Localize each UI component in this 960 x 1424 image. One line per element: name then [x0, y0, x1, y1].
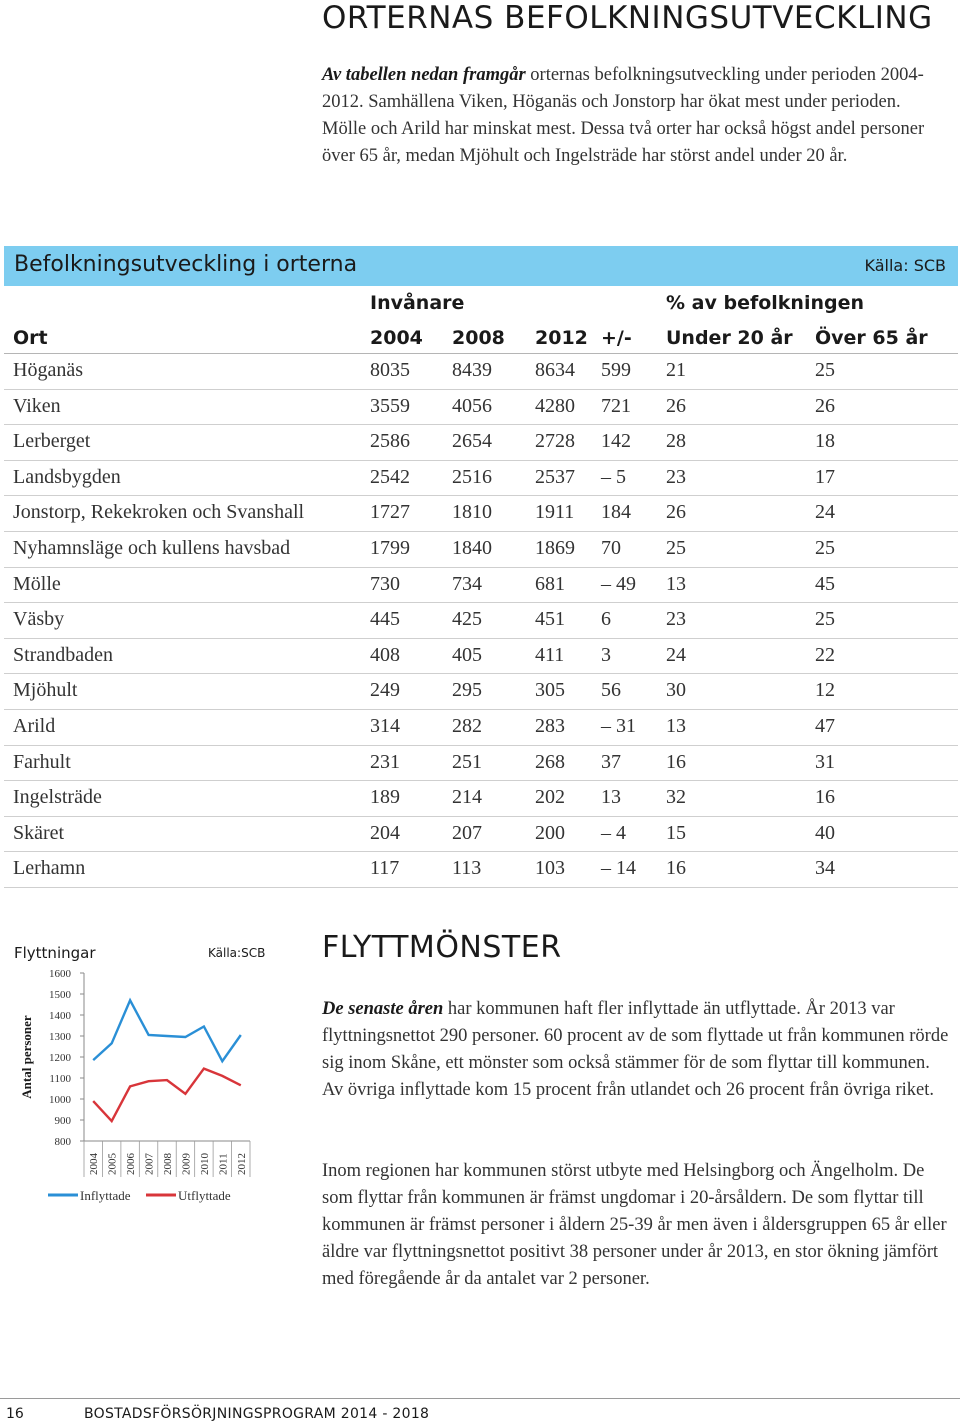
- table-row: [4, 425, 958, 461]
- cell-2012: 268: [535, 750, 565, 773]
- page-title: ORTERNAS BEFOLKNINGSUTVECKLING: [322, 0, 933, 36]
- cell-under20: 26: [666, 501, 686, 524]
- cell-2004: 249: [370, 679, 400, 702]
- cell-2008: 425: [452, 608, 482, 631]
- cell-2004: 408: [370, 643, 400, 666]
- x-tick-label: 2005: [106, 1153, 119, 1175]
- chart-source: Källa:SCB: [208, 946, 266, 960]
- cell-ort: Höganäs: [13, 359, 83, 381]
- migration-chart-svg: [4, 940, 270, 1210]
- cell-2004: 2542: [370, 465, 410, 488]
- cell-2008: 1810: [452, 501, 492, 524]
- cell-over65: 17: [815, 465, 835, 488]
- cell-2012: 2537: [535, 465, 575, 488]
- header-2008: 2008: [452, 327, 505, 349]
- cell-diff: 6: [601, 608, 611, 631]
- cell-2012: 1869: [535, 536, 575, 559]
- cell-2012: 1911: [535, 501, 575, 524]
- cell-2008: 8439: [452, 359, 492, 381]
- section-title: FLYTTMÖNSTER: [322, 930, 562, 965]
- cell-over65: 16: [815, 786, 835, 809]
- table-row: [4, 852, 958, 888]
- cell-diff: 70: [601, 536, 621, 559]
- y-tick-label: 1500: [49, 989, 71, 1001]
- cell-diff: 56: [601, 679, 621, 702]
- cell-2004: 2586: [370, 430, 410, 453]
- table-source: Källa: SCB: [864, 256, 946, 275]
- cell-2012: 681: [535, 572, 565, 595]
- cell-over65: 31: [815, 750, 835, 773]
- header-ort: Ort: [13, 327, 48, 349]
- x-tick-label: 2008: [162, 1153, 174, 1175]
- cell-diff: 13: [601, 786, 621, 809]
- table-row: [4, 817, 958, 853]
- cell-under20: 30: [666, 679, 686, 702]
- series-line-inflyttade: [93, 1000, 241, 1061]
- cell-diff: 184: [601, 501, 631, 524]
- cell-under20: 21: [666, 359, 686, 381]
- table-row: [4, 639, 958, 675]
- cell-ort: Skäret: [13, 821, 65, 844]
- migration-chart: [4, 940, 270, 1210]
- header-over65: Över 65 år: [815, 327, 928, 349]
- x-tick-label: 2006: [125, 1153, 138, 1175]
- cell-diff: – 31: [601, 714, 636, 737]
- legend-label-inflyttade: Inflyttade: [80, 1188, 131, 1203]
- table-banner: [4, 246, 958, 286]
- header-2004: 2004: [370, 327, 423, 349]
- cell-2004: 3559: [370, 394, 410, 417]
- cell-diff: 37: [601, 750, 621, 773]
- cell-over65: 40: [815, 821, 835, 844]
- y-tick-label: 1200: [49, 1052, 71, 1064]
- cell-ort: Landsbygden: [13, 465, 121, 488]
- cell-diff: 142: [601, 430, 631, 453]
- cell-2012: 4280: [535, 394, 575, 417]
- x-tick-label: 2007: [143, 1153, 156, 1175]
- table-row: [4, 354, 958, 390]
- cell-diff: 721: [601, 394, 631, 417]
- cell-under20: 13: [666, 714, 686, 737]
- cell-under20: 25: [666, 536, 686, 559]
- cell-over65: 25: [815, 536, 835, 559]
- cell-ort: Mjöhult: [13, 679, 78, 702]
- cell-under20: 23: [666, 465, 686, 488]
- y-tick-label: 800: [54, 1136, 71, 1148]
- table-row: [4, 603, 958, 639]
- cell-under20: 23: [666, 608, 686, 631]
- table-row: [4, 461, 958, 497]
- cell-2008: 1840: [452, 536, 492, 559]
- cell-2012: 2728: [535, 430, 575, 453]
- cell-under20: 16: [666, 750, 686, 773]
- table-row: [4, 710, 958, 746]
- cell-2004: 445: [370, 608, 400, 631]
- table-row: [4, 532, 958, 568]
- y-axis-label: Antal personer: [19, 1015, 34, 1099]
- cell-ort: Lerhamn: [13, 857, 86, 880]
- cell-over65: 24: [815, 501, 835, 524]
- intro-text: orternas befolkningsutveckling under perioden 2004-2012. Samhällena Viken, Höganäs och Jonstorp har ökat mest under perioden. Mölle och Arild har minskat mest. Dessa två orter har också högst andel personer över 65 år, medan Mjöhult och Ingelsträde har störst andel under 20 år.: [322, 65, 925, 166]
- table-row: [4, 568, 958, 604]
- table-title: Befolkningsutveckling i orterna: [14, 252, 358, 277]
- cell-over65: 22: [815, 643, 835, 666]
- cell-under20: 16: [666, 857, 686, 880]
- y-tick-label: 1600: [49, 968, 71, 980]
- cell-2004: 189: [370, 786, 400, 809]
- cell-2008: 734: [452, 572, 482, 595]
- y-tick-label: 900: [54, 1115, 71, 1127]
- cell-over65: 26: [815, 394, 835, 417]
- section-paragraph-2: Inom regionen har kommunen störst utbyte med Helsingborg och Ängelholm. De som flyttar från kommunen är främst ungdomar i 20-årsåldern. De som flyttar till kommunen är främst personer i åldern 25-39 år men även i åldersgruppen 65 år eller äldre var flyttningsnettot positivt 38 personer under år 2013, en stor ökning jämfört med föregående år da antalet var 2 personer.: [322, 1161, 947, 1289]
- section-paragraph-1: [322, 996, 950, 1104]
- cell-ort: Viken: [13, 394, 61, 417]
- cell-diff: – 5: [601, 465, 626, 488]
- cell-ort: Nyhamnsläge och kullens havsbad: [13, 536, 291, 559]
- cell-2004: 1799: [370, 536, 410, 559]
- x-tick-label: 2009: [180, 1153, 193, 1175]
- cell-under20: 26: [666, 394, 686, 417]
- section-p1-lead: De senaste åren: [322, 999, 444, 1019]
- cell-ort: Väsby: [13, 608, 65, 631]
- x-tick-label: 2010: [198, 1153, 211, 1175]
- cell-2012: 8634: [535, 359, 575, 381]
- cell-2004: 730: [370, 572, 400, 595]
- intro-lead: Av tabellen nedan framgår: [322, 65, 526, 85]
- population-table: [4, 354, 958, 888]
- cell-2012: 411: [535, 643, 565, 666]
- page-number: 16: [6, 1406, 24, 1422]
- cell-over65: 47: [815, 714, 835, 737]
- cell-diff: – 49: [601, 572, 636, 595]
- cell-2008: 405: [452, 643, 482, 666]
- table-row: [4, 496, 958, 532]
- cell-2008: 2654: [452, 430, 492, 453]
- cell-ort: Lerberget: [13, 430, 91, 453]
- cell-under20: 32: [666, 786, 686, 809]
- cell-diff: – 14: [601, 857, 636, 880]
- legend-label-utflyttade: Utflyttade: [178, 1188, 231, 1203]
- section-p1-text: har kommunen haft fler inflyttade än utflyttade. År 2013 var flyttningsnettot 290 personer. 60 procent av de som flyttade ut från kommunen rörde sig inom Skåne, ett mönster som också stämmer för de som flyttar till kommunen. Av övriga inflyttade kom 15 procent från utlandet och 26 procent från övriga riket.: [322, 999, 949, 1100]
- cell-2012: 200: [535, 821, 565, 844]
- table-row: [4, 390, 958, 426]
- cell-under20: 13: [666, 572, 686, 595]
- cell-ort: Ingelsträde: [13, 786, 102, 809]
- cell-diff: – 4: [601, 821, 626, 844]
- cell-2012: 103: [535, 857, 565, 880]
- table-row: [4, 674, 958, 710]
- cell-2004: 314: [370, 714, 400, 737]
- cell-under20: 28: [666, 430, 686, 453]
- cell-2012: 283: [535, 714, 565, 737]
- cell-ort: Arild: [13, 714, 56, 737]
- header-invanare: Invånare: [370, 292, 465, 314]
- table-row: [4, 746, 958, 782]
- header-under20: Under 20 år: [666, 327, 793, 349]
- y-tick-label: 1000: [49, 1094, 71, 1106]
- cell-2004: 231: [370, 750, 400, 773]
- intro-paragraph: [322, 62, 947, 170]
- cell-2008: 2516: [452, 465, 492, 488]
- cell-over65: 18: [815, 430, 835, 453]
- cell-2008: 4056: [452, 394, 492, 417]
- footer-divider: [0, 1398, 960, 1399]
- cell-over65: 34: [815, 857, 835, 880]
- cell-2008: 295: [452, 679, 482, 702]
- cell-ort: Jonstorp, Rekekroken och Svanshall: [13, 501, 305, 524]
- x-tick-label: 2004: [88, 1153, 101, 1175]
- cell-ort: Farhult: [13, 750, 71, 773]
- cell-2012: 305: [535, 679, 565, 702]
- cell-2008: 214: [452, 786, 482, 809]
- x-tick-label: 2011: [217, 1153, 230, 1175]
- cell-2004: 1727: [370, 501, 410, 524]
- cell-over65: 45: [815, 572, 835, 595]
- cell-2012: 202: [535, 786, 565, 809]
- cell-diff: 599: [601, 359, 631, 381]
- cell-2004: 204: [370, 821, 400, 844]
- cell-under20: 24: [666, 643, 686, 666]
- y-tick-label: 1400: [49, 1010, 71, 1022]
- chart-title: Flyttningar: [14, 944, 96, 962]
- header-diff: +/-: [601, 327, 632, 349]
- table-row: [4, 781, 958, 817]
- footer-title: BOSTADSFÖRSÖRJNINGSPROGRAM 2014 - 2018: [84, 1406, 430, 1422]
- cell-2004: 117: [370, 857, 400, 880]
- cell-2008: 207: [452, 821, 482, 844]
- cell-over65: 25: [815, 608, 835, 631]
- x-tick-label: 2012: [235, 1153, 248, 1175]
- cell-2008: 282: [452, 714, 482, 737]
- cell-over65: 25: [815, 359, 835, 381]
- cell-ort: Strandbaden: [13, 643, 113, 666]
- header-2012: 2012: [535, 327, 588, 349]
- cell-2008: 251: [452, 750, 482, 773]
- y-tick-label: 1100: [49, 1073, 71, 1085]
- cell-2004: 8035: [370, 359, 410, 381]
- cell-diff: 3: [601, 643, 611, 666]
- y-tick-label: 1300: [49, 1031, 71, 1043]
- header-percent: % av befolkningen: [666, 292, 865, 314]
- cell-over65: 12: [815, 679, 835, 702]
- cell-2008: 113: [452, 857, 482, 880]
- cell-ort: Mölle: [13, 572, 61, 595]
- series-line-utflyttade: [93, 1069, 241, 1122]
- cell-2012: 451: [535, 608, 565, 631]
- cell-under20: 15: [666, 821, 686, 844]
